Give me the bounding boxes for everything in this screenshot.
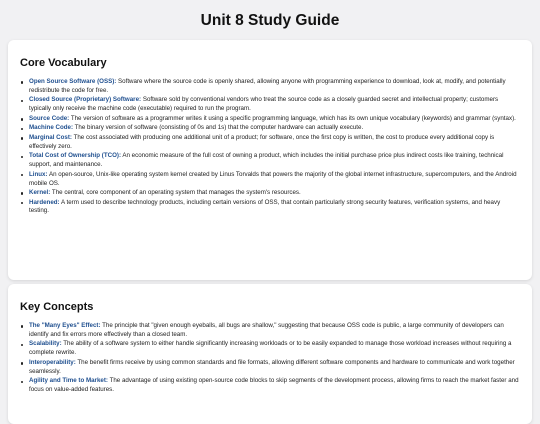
term-definition: The version of software as a programmer writes it using a specific programming language, which has its own unique vocabulary (keywords) and grammar (syntax). [69,114,516,122]
term-label: Machine Code: [29,124,74,132]
list-item [20,78,520,96]
term-definition: Software where the source code is openly shared, allowing anyone with programming experience to download, look at, modify, and potentially redistribute the code for free. [29,78,506,94]
list-item [20,115,520,124]
term-label: Marginal Cost: [29,133,72,141]
term-label: Scalability: [29,340,62,348]
term-label: Kernel: [29,189,51,197]
term-label: Source Code: [29,114,70,122]
term-definition: The ability of a software system to either handle significantly increasing workloads or to be easily expanded to manage those workload increases without requiring a complete rewrite. [29,340,512,357]
term-definition: The principle that "given enough eyeballs, all bugs are shallow," suggesting that because OSS code is public, a large community of developers can identify and fix errors more effectively than a closed team. [29,322,504,338]
term-definition: Software sold by conventional vendors who treat the source code as a closely guarded secret and intellectual property; customers typically only receive the machine code (executable) required to run the program. [29,96,499,113]
term-label: Total Cost of Ownership (TCO): [29,152,122,160]
page-title: Unit 8 Study Guide [200,12,340,29]
term-definition: The benefit firms receive by using common standards and file formats, allowing different software components and hardware to communicate and work together seamlessly. [29,358,515,375]
term-label: Interoperability: [29,358,76,366]
list-item [20,199,520,217]
list-item [20,377,520,395]
term-definition: The central, core component of an operating system that manages the system's resources. [50,189,301,197]
core-vocabulary-card [8,40,532,280]
list-item [20,359,520,377]
list-item [20,96,520,114]
term-label: Linux: [29,170,48,178]
list-item [20,340,520,358]
term-label: Hardened: [29,198,60,206]
term-definition: A term used to describe technology products, including certain versions of OSS, that contain particularly strong security features, verification systems, and heavy testing. [29,198,501,215]
list-item [20,152,520,170]
section-heading: Core Vocabulary [20,57,107,69]
term-definition: The advantage of using existing open-source code blocks to skip segments of the development process, allowing firms to reach the market faster and focus on value-added features. [29,377,519,394]
key-concepts-card [8,284,532,424]
term-definition: An open-source, Unix-like operating system kernel created by Linus Torvalds that powers the majority of the global internet infrastructure, supercomputers, and the Android mobile OS. [29,170,517,187]
term-label: Open Source Software (OSS): [29,78,117,85]
list-item [20,322,520,340]
list-item [20,189,520,198]
term-definition: An economic measure of the full cost of owning a product, which includes the initial purchase price plus indirect costs like training, technical support, and maintenance. [29,152,504,169]
list-item [20,171,520,189]
list-item [20,124,520,133]
term-definition: The binary version of software (consisting of 0s and 1s) that the computer hardware can actually execute. [73,124,364,132]
section-heading: Key Concepts [20,301,94,313]
list-item [20,134,520,152]
vocabulary-list [20,78,520,216]
concepts-list [20,322,520,395]
term-definition: The cost associated with producing one additional unit of a product; for software, once the first copy is written, the cost to produce every additional copy is effectively zero. [29,133,495,150]
term-label: The "Many Eyes" Effect: [29,322,101,329]
term-label: Agility and Time to Market: [29,377,108,385]
term-label: Closed Source (Proprietary) Software: [29,96,142,104]
